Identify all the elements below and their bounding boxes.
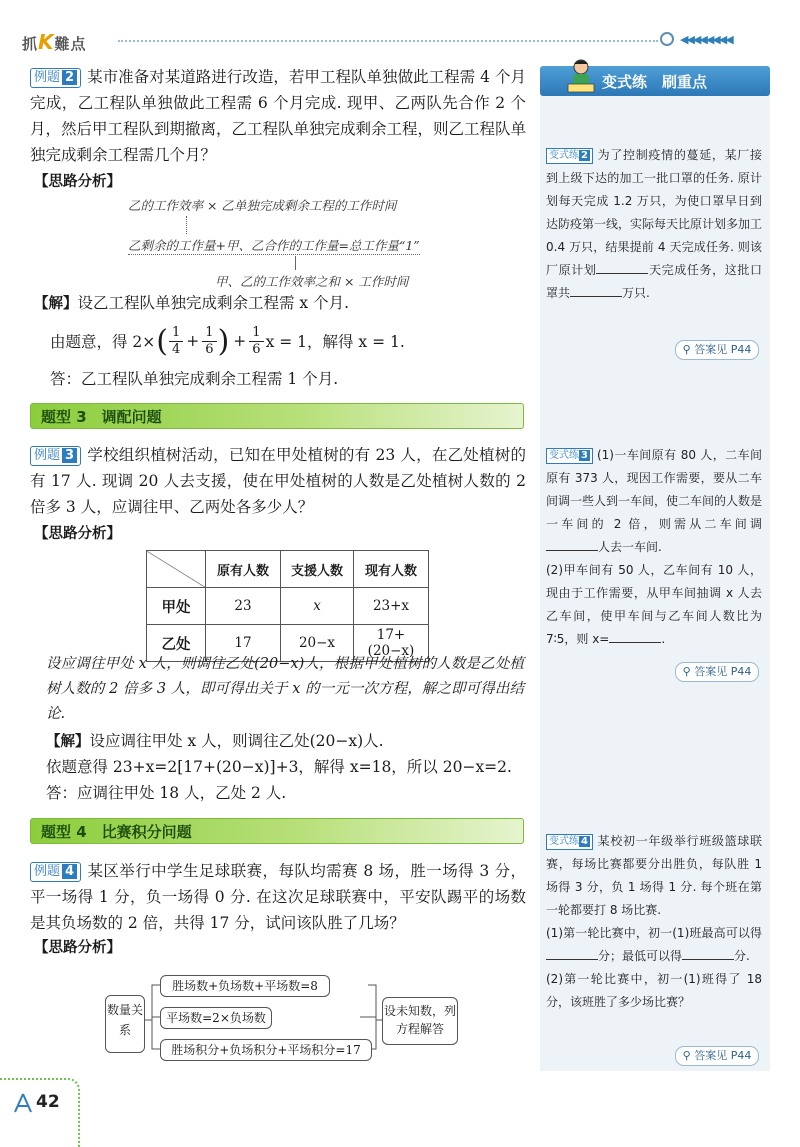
compass-icon [12, 1092, 34, 1114]
diagram-bottom: 甲、乙的工作效率之和 × 工作时间 [215, 274, 409, 289]
answer-blank[interactable] [546, 947, 598, 960]
diagram-top: 乙的工作效率 × 乙单独完成剩余工程的工作时间 [128, 198, 397, 213]
triangles-icon: ◀◀◀◀◀◀◀◀ [680, 33, 732, 46]
table-cell: 23+x [354, 588, 429, 625]
answer-reference-link[interactable]: ⚲ 答案见 P44 [675, 340, 759, 360]
variant3: 变式练 3 (1)一车间原有 80 人，二车间原有 373 人，现因工作需要，要从二车间调一些人到一车间，使二车间的人数是一车间的 2 倍，则需从二车间调人去一车间. (2)甲车间有 50 人，乙车间有 10 人，现由于工作需要，从甲车间抽调 x 人去乙车间，使甲车间与乙车间人数比为 7∶5，则 x= . [546, 448, 763, 646]
table-cell: 17+(20−x) [354, 625, 429, 662]
example3-analysis-label: 【思路分析】 [34, 526, 121, 542]
table-corner-cell [147, 551, 206, 588]
example2-tag: 例题 2 [30, 68, 81, 88]
map-relation-3: 胜场积分+负场积分+平场积分=17 [160, 1039, 372, 1061]
page-number: 42 [36, 1092, 60, 1112]
table-row [147, 588, 429, 625]
diagram-connector-up [186, 216, 187, 234]
example3-question: 例题 3 学校组织植树活动，已知在甲处植树的有 23 人，在乙处植树的有 17 人. 现调 20 人去支援，使在甲处植树的人数是乙处植树人数的 2 倍多 3 人，应调往甲、乙两处各多少人？ [30, 446, 526, 516]
table-cell: 甲处 [147, 588, 206, 625]
table-header: 现有人数 [354, 551, 429, 588]
map-relation-1: 胜场数+负场数+平场数=8 [160, 975, 330, 997]
diagram-connector-down [295, 256, 296, 270]
section4-band: 题型 4 比赛积分问题 [30, 818, 524, 844]
variant3-tag: 变式练 3 [546, 448, 593, 464]
example3-tag: 例题 3 [30, 446, 81, 466]
example3-table [146, 550, 429, 662]
map-conclusion: 设未知数，列方程解答 [382, 997, 458, 1045]
variant2-tag: 变式练 2 [546, 148, 593, 164]
answer-blank[interactable] [546, 538, 598, 551]
answer-blank[interactable] [596, 261, 648, 274]
example3-equation: 依题意得 23+x=2[17+(20−x)]+3，解得 x=18，所以 20−x=2. [46, 758, 512, 776]
example2-question: 例题 2 某市准备对某道路进行改造，若甲工程队单独做此工程需 4 个月完成，乙工程队单独做此工程需 6 个月完成. 现甲、乙两队先合作 2 个月，然后甲工程队到期撤离，乙工程队单独完成剩余工程，则乙工程队单独完成剩余工程需几个月？ [30, 68, 527, 164]
key-icon: ⚲ [682, 665, 695, 678]
answer-reference-link[interactable]: ⚲ 答案见 P44 [675, 662, 759, 682]
map-relation-2: 平场数=2×负场数 [160, 1007, 272, 1029]
example4-analysis-label: 【思路分析】 [34, 940, 121, 956]
table-cell: x [281, 588, 354, 625]
key-icon: ⚲ [682, 343, 695, 356]
answer-blank[interactable] [570, 284, 622, 297]
section3-band: 题型 3 调配问题 [30, 403, 524, 429]
answer-blank[interactable] [609, 630, 661, 643]
sidebar-header: 变式练 刷重点 [540, 66, 770, 96]
example2-analysis-label: 【思路分析】 [34, 174, 121, 190]
table-cell: 乙处 [147, 625, 206, 662]
student-icon [564, 58, 598, 94]
header-divider [118, 40, 658, 42]
diagram-middle: 乙剩余的工作量+甲、乙合作的工作量=总工作量“1” [128, 238, 420, 253]
example2-answer: 答：乙工程队单独完成剩余工程需 1 个月. [50, 370, 339, 388]
example3-answer: 答：应调往甲处 18 人，乙处 2 人. [46, 784, 287, 802]
example2-solution: 【解】设乙工程队单独完成剩余工程需 x 个月. [34, 294, 350, 312]
table-header: 原有人数 [206, 551, 281, 588]
table-header-row [147, 551, 429, 588]
example3-analysis-text: 设应调往甲处 x 人，则调往乙处(20−x)人，根据甲处植树的人数是乙处植树人数的 2 倍多 3 人，即可得出关于 x 的一元一次方程，解之即可得出结论. [46, 656, 524, 722]
example3-solution: 【解】设应调往甲处 x 人，则调往乙处(20−x)人. [46, 732, 384, 750]
example4-tag: 例题 4 [30, 862, 81, 882]
table-cell: 23 [206, 588, 281, 625]
table-cell: 20−x [281, 625, 354, 662]
example4-question: 例题 4 某区举行中学生足球联赛，每队均需赛 8 场，胜一场得 3 分，平一场得 1 分，负一场得 0 分. 在这次足球联赛中，平安队踢平的场数是其负场数的 2 倍，共得 17 分，试问该队胜了几场？ [30, 862, 526, 932]
key-icon: ⚲ [682, 1049, 695, 1062]
map-quantity-relations: 数量关系 [105, 995, 145, 1053]
variant4-tag: 变式练 4 [546, 834, 593, 850]
variant4: 变式练 4 某校初一年级举行班级篮球联赛，每场比赛都要分出胜负，每队胜 1 场得 3 分，负 1 场得 1 分. 每个班在第一轮都要打 8 场比赛. (1)第一轮比赛中，初一(1)班最高可以得分；最低可以得 分. (2)第一轮比赛中，初一(1)班得了 18 分，该班胜了多少场比赛？ [546, 834, 762, 1009]
example2-equation: 由题意，得 2× ( 1 4 + $\frac{1}{6}$ ) + $\frac{1}{6}$ x = 1，解得 x = 1. [50, 323, 405, 359]
answer-reference-link[interactable]: ⚲ 答案见 P44 [675, 1046, 759, 1066]
table-header: 支援人数 [281, 551, 354, 588]
answer-blank[interactable] [682, 947, 734, 960]
book-logo: 抓K難点 [22, 30, 87, 54]
table-cell: 17 [206, 625, 281, 662]
variant2: 变式练 2 为了控制疫情的蔓延，某厂接到上级下达的加工一批口罩的任务. 原计划每天完成 1.2 万只，为使口罩早日到达防疫第一线，实际每天比原计划多加工 0.4 万只，结果提前 4 天完成任务. 则该厂原计划 天完成任务，这批口罩共 万只. [546, 148, 763, 300]
ring-icon [660, 32, 674, 46]
